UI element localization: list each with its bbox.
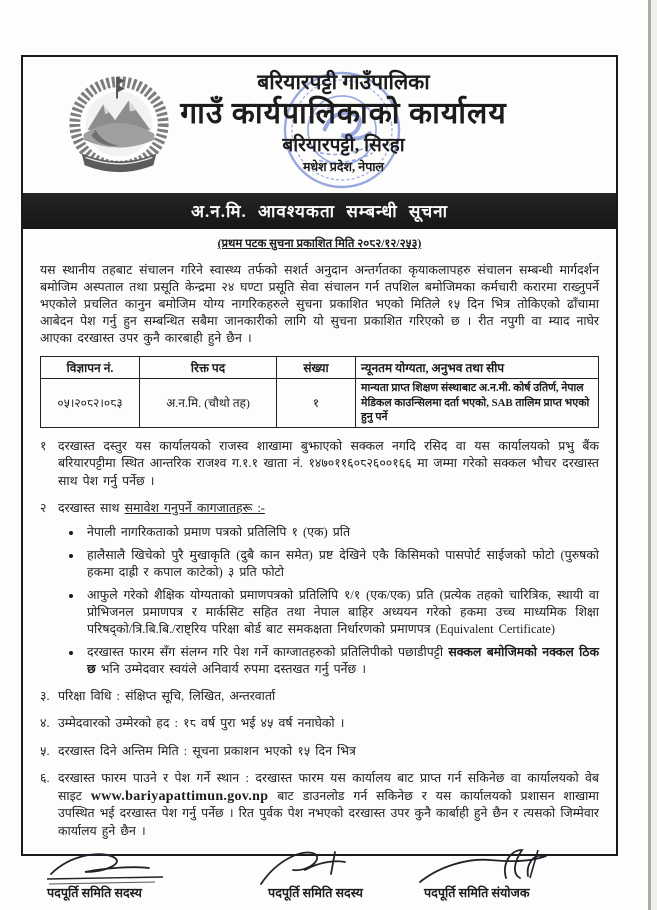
office-name: गाउँ कार्यपालिकाको कार्यालय — [180, 97, 507, 130]
list-item-2 — [40, 500, 599, 518]
item-text-pre: दरखास्त साथ — [58, 501, 125, 515]
list-item-6 — [40, 770, 599, 840]
notice-title-bar: अ.न.मि. आवश्यकता सम्बन्धी सूचना — [23, 193, 616, 229]
cell-vacant-post: अ.न.मि. (चौथो तह) — [140, 379, 277, 428]
signature-row — [45, 848, 590, 901]
letterhead-text — [71, 57, 616, 175]
list-item: • नेपाली नागरिकताको प्रमाण पत्रको प्रतिलिपि १ (एक) प्रति — [83, 524, 599, 541]
bullet-text-pre: दरखास्त फारम सँग संलग्न गरि पेश गर्ने काग्जातहरुको प्रतिलिपीको पछाडीपट्टी — [87, 644, 449, 659]
item-text: उम्मेदवारको उम्मेरको हद : १८ वर्ष पुरा भई ४५ वर्ष ननाघेको । — [58, 716, 345, 730]
signature-title: पदपूर्ति समिति संयोजक — [424, 886, 530, 900]
item-text-underlined: समावेश गनुपर्ने कागजातहरू :- — [124, 501, 265, 515]
list-item-1 — [40, 438, 599, 491]
signature-title: पदपूर्ति समिति सदस्य — [47, 886, 142, 900]
list-item-3 — [40, 688, 599, 706]
header-vacant-post: रिक्त पद — [140, 357, 277, 379]
item-number: ६. — [40, 771, 50, 785]
province-line: मधेश प्रदेश, नेपाल — [302, 160, 385, 174]
item-number: ४. — [40, 716, 50, 730]
bullet-text-bold: सक्कल बमोजिमको नक्कल ठिक छ — [87, 644, 599, 676]
item-text — [58, 770, 599, 840]
list-item-5 — [40, 743, 599, 761]
header-ad-number: विज्ञापन नं. — [41, 357, 140, 379]
scan-right-margin — [651, 0, 657, 910]
item-number: ५. — [40, 743, 50, 758]
letterhead — [23, 57, 616, 185]
document-border-frame — [21, 55, 618, 900]
handwritten-signature-icon — [45, 848, 205, 888]
office-address: बरियारपट्टी, सिरहा — [282, 135, 405, 156]
header-qualification: न्यूनतम योग्यता, अनुभव तथा सीप — [356, 357, 599, 379]
website-url-text: www.bariyapattimun.gov.np — [90, 788, 269, 804]
item-text: दरखास्त दस्तुर यस कार्यालयको राजस्व शाखामा बुझाएको सक्कल नगदि रसिद वा यस कार्यालयको प्रभु बैंक बरियारपट्टीमा स्थित आन्तरिक राजश्व ग.१.१ खाता नं. १४७०११६०८२६००१६६ मा जम्मा गरेको सक्कल भौचर दरखास्त साथ पेश गर्नु पर्नेछ । — [58, 438, 599, 488]
signature-block-coordinator — [410, 848, 590, 901]
municipality-name: बरियारपट्टी गाउँपालिका — [257, 70, 430, 94]
cell-ad-number: ०५।२०८२।०८३ — [41, 379, 140, 428]
item-number: २ — [40, 501, 47, 515]
handwritten-signature-icon — [410, 848, 570, 888]
signature-title: पदपूर्ति समिति सदस्य — [268, 886, 363, 900]
header-count: संख्या — [277, 357, 356, 379]
required-documents-list — [65, 524, 599, 678]
table-row — [41, 379, 599, 428]
list-item — [83, 644, 599, 678]
bullet-text-post: भनि उम्मेदवार स्वयंले अनिवार्य रुपमा दस्तखत गर्नु पर्नेछ । — [95, 661, 367, 676]
signature-block-member-2 — [231, 848, 401, 901]
item-number: १ — [40, 438, 47, 453]
list-item: • आफुले गरेको शैक्षिक योग्यताको प्रमाणपत्रको प्रतिलिपि १/१ (एक/एक) प्रति (प्रत्येक तहको चारित्रिक, स्थायी वा प्रोभिजनल प्रमाणपत्र र मार्कसिट सहित तथा नेपाल बाहिर अध्ययन गरेको हकमा उच्च माध्यमिक शिक्षा परिषद्को/त्रि.बि.बि./राष्ट्रिय परिक्षा बोर्ड बाट समकक्षता निर्धारणको प्रमाणपत्र (Equivalent Certificate) — [83, 587, 599, 638]
list-item-4 — [40, 715, 599, 733]
item-text — [58, 500, 599, 518]
signature-block-member-1 — [45, 848, 221, 901]
item-text: परिक्षा विधि : संक्षिप्त सूचि, लिखित, अन्तरवार्ता — [58, 688, 276, 703]
list-item: • हालैसालै खिचेको पुरै मुखाकृति (दुबै कान समेत) प्रष्ट देखिने एकै किसिमको पासपोर्ट साईजको फोटो (पुरुषको हकमा दाह्री र कपाल काटेको) ३ प्रति फोटो — [83, 547, 599, 581]
item-text: दरखास्त दिने अन्तिम मिति : सूचना प्रकाशन भएको १५ दिन भित्र — [58, 743, 356, 758]
notice-body-paragraph: यस स्थानीय तहबाट संचालन गरिने स्वास्थ्य तर्फको सशर्त अनुदान अन्तर्गतका कृयाकलापहरु संचालन सम्बन्धी मार्गदर्शन बमोजिम अस्पताल तथा प्रसूति केन्द्रमा २४ घण्टा प्रसूति सेवा संचालन गर्न तपशिल बमोजिमका कर्मचारी करारमा राख्नुपर्ने भएकोले प्रचलित कानुन बमोजिम योग्य नागरिकहरुले सुचना प्रकाशित भएको मितिले १५ दिन भित्र तोकिएको ढाँचामा आबेदन पेश गर्नु हुन सम्बन्धित सबैमा जानकारीको लागि यो सुचना प्रकाशित गरिएको छ । रीत नपुगी वा म्याद नाघेर आएका दरखास्त उपर कुनै कारबाही हुने छैन । — [40, 263, 599, 345]
publication-date-line: (प्रथम पटक सुचना प्रकाशित मिति २०८२/१२/२५३) — [217, 238, 422, 250]
cell-qualification: मान्यता प्राप्त शिक्षण संस्थाबाट अ.न.मी. कोर्ष उतिर्ण, नेपाल मेडिकल काउन्सिलमा दर्ता भएको, SAB तालिम प्राप्त भएको हुनु पर्ने — [356, 379, 599, 428]
item-number: ३. — [40, 688, 50, 703]
item-text-pre: दरखास्त फारम पाउने र पेश गर्ने स्थान : दरखास्त फारम यस कार्यालय बाट प्राप्त गर्न सकिनेछ वा कार्यालयको वेब साइट — [58, 771, 599, 803]
vacancy-table — [40, 356, 599, 428]
cell-count: १ — [277, 379, 356, 428]
scan-edge-line — [648, 0, 651, 910]
item-text-post: बाट डाउनलोड गर्न सकिनेछ र यस कार्यालयको प्रशासन शाखामा उपस्थित भई दरखास्त पेश गर्नु पर्नेछ । रित पुर्वक पेश नभएको दरखास्त उपर कुनै कार्बाही हुने छैन र त्यसको जिम्मेवार कार्यालय हुने छैन । — [58, 788, 599, 838]
handwritten-signature-icon — [231, 848, 391, 888]
table-header-row — [41, 357, 599, 379]
